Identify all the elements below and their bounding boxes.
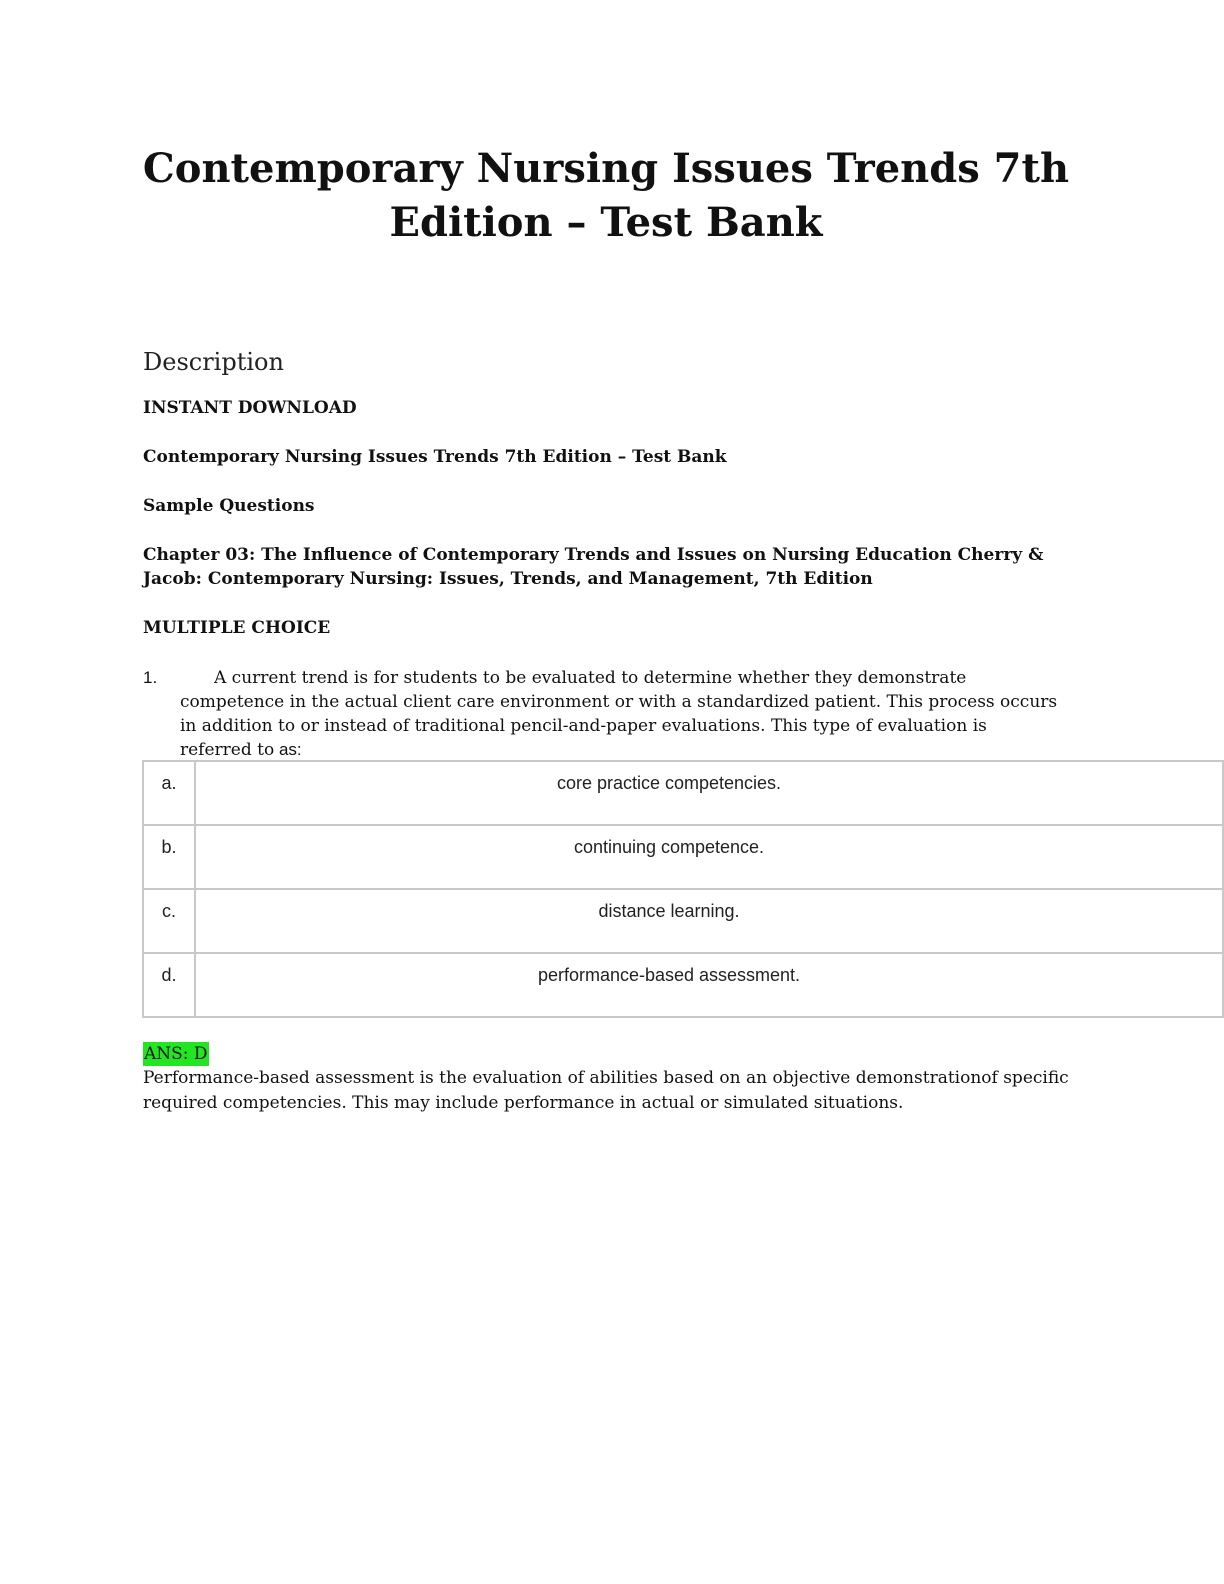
option-row (143, 825, 1223, 889)
sample-questions-label: Sample Questions (143, 496, 315, 516)
document-subtitle: Contemporary Nursing Issues Trends 7th Edition – Test Bank (143, 447, 727, 467)
option-text: core practice competencies. (195, 761, 1223, 825)
option-letter: d. (143, 953, 195, 1017)
option-row (143, 761, 1223, 825)
instant-download-label: INSTANT DOWNLOAD (143, 398, 357, 418)
question-text-tail: as: (274, 740, 302, 759)
question-number: 1. (143, 668, 158, 687)
option-row (143, 953, 1223, 1017)
option-row (143, 889, 1223, 953)
section-heading-description: Description (143, 348, 284, 376)
answer-key: ANS: D (144, 1044, 208, 1064)
question-text-main: A current trend is for students to be evaluated to determine whether they demonstrate competence in the actual client care environment or with a standardized patient. This process occurs in addition to or instead of traditional pencil-and-paper evaluations. This type of evaluation is referred to (180, 668, 1058, 760)
answer-rationale: Performance-based assessment is the evaluation of abilities based on an objective demonstrationof specific required competencies. This may include performance in actual or simulated situations. (143, 1068, 1069, 1113)
document-title: Contemporary Nursing Issues Trends 7th Edition – Test Bank (142, 145, 1070, 246)
option-text: distance learning. (195, 889, 1223, 953)
option-letter: b. (143, 825, 195, 889)
option-letter: c. (143, 889, 195, 953)
question-type-label: MULTIPLE CHOICE (143, 618, 331, 638)
question-text (180, 666, 1060, 762)
chapter-heading: Chapter 03: The Influence of Contemporary Trends and Issues on Nursing Education Cherry & Jacob: Contemporary Nursing: Issues, Trends, and Management, 7th Edition (143, 545, 1044, 589)
option-text: continuing competence. (195, 825, 1223, 889)
option-text: performance-based assessment. (195, 953, 1223, 1017)
option-letter: a. (143, 761, 195, 825)
answer-options-table (142, 760, 1224, 1018)
